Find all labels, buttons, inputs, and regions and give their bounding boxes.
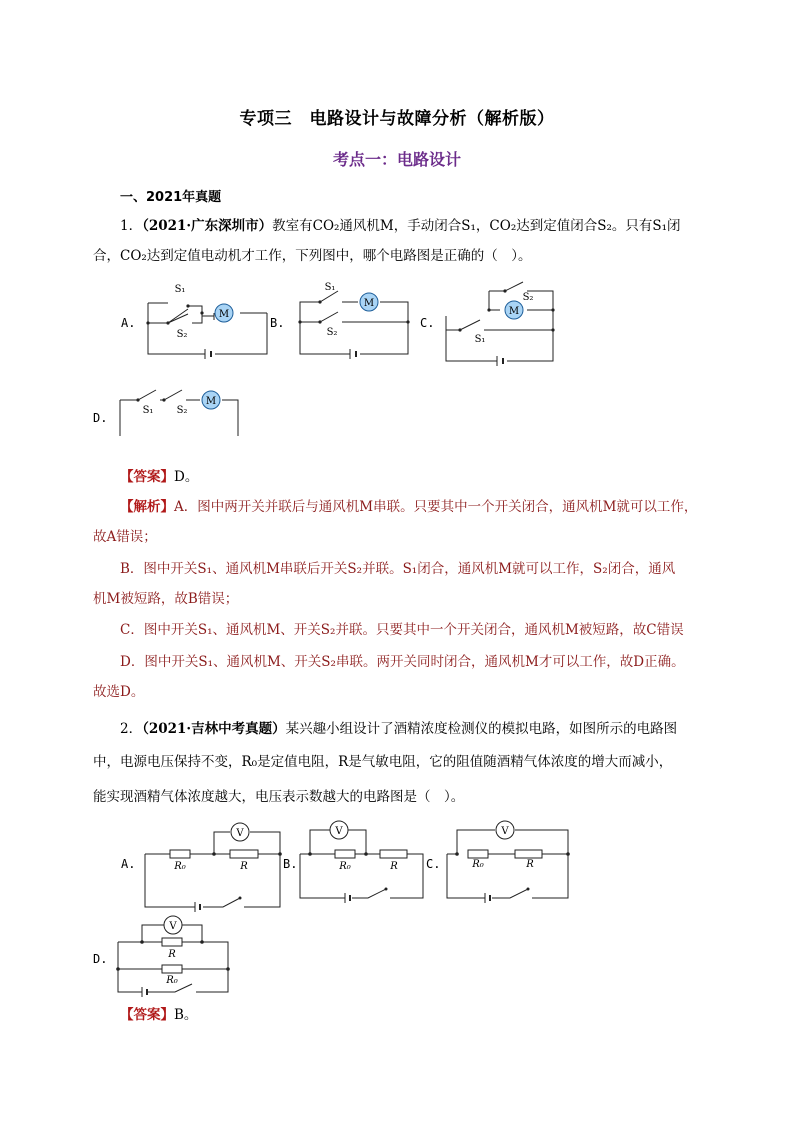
- q1-circuits: [110, 276, 570, 436]
- q1-analysis-2: 故A错误；: [93, 529, 157, 545]
- q2-option-c: C.: [426, 857, 441, 871]
- switch-label: S₂: [522, 292, 534, 303]
- motor-label: M: [363, 298, 375, 309]
- switch-label: S₂: [176, 405, 188, 416]
- switch-label: S₁: [174, 284, 186, 295]
- section-heading: 一、2021年真题: [120, 190, 222, 205]
- q2-number: 2．: [120, 721, 143, 737]
- q2-text-1: 某兴趣小组设计了酒精浓度检测仪的模拟电路，如图所示的电路图: [285, 721, 678, 737]
- resistor-label: R₀: [166, 975, 178, 986]
- resistor-label: R₀: [339, 861, 351, 872]
- q2-option-b: B.: [283, 857, 298, 871]
- switch-label: S₂: [326, 327, 338, 338]
- answer-label: 【答案】: [120, 469, 174, 485]
- page-title: 专项三 电路设计与故障分析（解析版）: [239, 109, 555, 129]
- resistor-label: R: [240, 861, 248, 872]
- resistor-label: R: [526, 859, 534, 870]
- q1-text-2: 合，CO₂达到定值电动机才工作，下列图中，哪个电路图是正确的（ ）。: [93, 248, 532, 264]
- answer-value: B。: [174, 1007, 198, 1023]
- switch-label: S₁: [142, 405, 154, 416]
- q1-option-d: D.: [93, 411, 108, 425]
- q1-number: 1．: [120, 218, 143, 234]
- voltmeter-icons: [164, 821, 514, 934]
- motor-label: M: [205, 396, 217, 407]
- q2-text-3: 能实现酒精气体浓度越大，电压表示数越大的电路图是（ ）。: [93, 789, 465, 805]
- voltmeter-label: V: [335, 826, 343, 837]
- q1-option-a: A.: [121, 316, 136, 330]
- q2-circuits: [110, 812, 585, 1002]
- q1-line1: [93, 211, 703, 241]
- q2-line1: [93, 714, 703, 744]
- q1-analysis-7: 故选D。: [93, 684, 145, 700]
- motor-label: M: [508, 306, 520, 317]
- q1-option-b: B.: [270, 316, 285, 330]
- motor-label: M: [218, 309, 230, 320]
- q1-source: （2021·广东深圳市）: [142, 218, 273, 234]
- voltmeter-label: V: [501, 826, 509, 837]
- section-subtitle: 考点一：电路设计: [332, 150, 461, 169]
- q1-text-1: 教室有CO₂通风机M，手动闭合S₁，CO₂达到定值闭合S₂。只有S₁闭: [272, 218, 681, 234]
- q1-answer: [120, 462, 730, 492]
- q1-analysis-4: 机M被短路，故B错误；: [93, 591, 239, 607]
- resistor-label: R: [390, 861, 398, 872]
- voltmeter-label: V: [169, 921, 177, 932]
- voltmeter-label: V: [236, 828, 244, 839]
- q1-analysis-1: [120, 492, 710, 522]
- q2-option-d: D.: [93, 952, 108, 966]
- motor-icons: [202, 293, 523, 409]
- analysis-text: A．图中两开关并联后与通风机M串联。只要其中一个开关闭合，通风机M就可以工作，: [174, 499, 698, 515]
- resistor-label: R₀: [174, 861, 186, 872]
- q1-analysis-3: B．图中开关S₁、通风机M串联后开关S₂并联。S₁闭合，通风机M就可以工作，S₂闭合，通风: [120, 561, 676, 577]
- answer-value: D。: [174, 469, 199, 485]
- answer-label: 【答案】: [120, 1007, 174, 1023]
- q2-option-a: A.: [121, 857, 136, 871]
- switch-label: S₁: [324, 282, 336, 293]
- analysis-label: 【解析】: [120, 499, 174, 515]
- q2-text-2: 中，电源电压保持不变，R₀是定值电阻，R是气敏电阻，它的阻值随酒精气体浓度的增大而减小，: [93, 754, 673, 770]
- q1-analysis-6: D．图中开关S₁、通风机M、开关S₂串联。两开关同时闭合，通风机M才可以工作，故D正确。: [120, 654, 685, 670]
- resistor-label: R: [168, 949, 176, 960]
- resistor-label: R₀: [472, 859, 484, 870]
- q1-analysis-5: C．图中开关S₁、通风机M、开关S₂并联。只要其中一个开关闭合，通风机M被短路，故C错误: [120, 622, 684, 638]
- switch-label: S₁: [474, 334, 486, 345]
- q2-source: （2021·吉林中考真题）: [142, 721, 286, 737]
- switch-label: S₂: [176, 329, 188, 340]
- q2-answer: [120, 1000, 730, 1030]
- q1-option-c: C.: [420, 316, 435, 330]
